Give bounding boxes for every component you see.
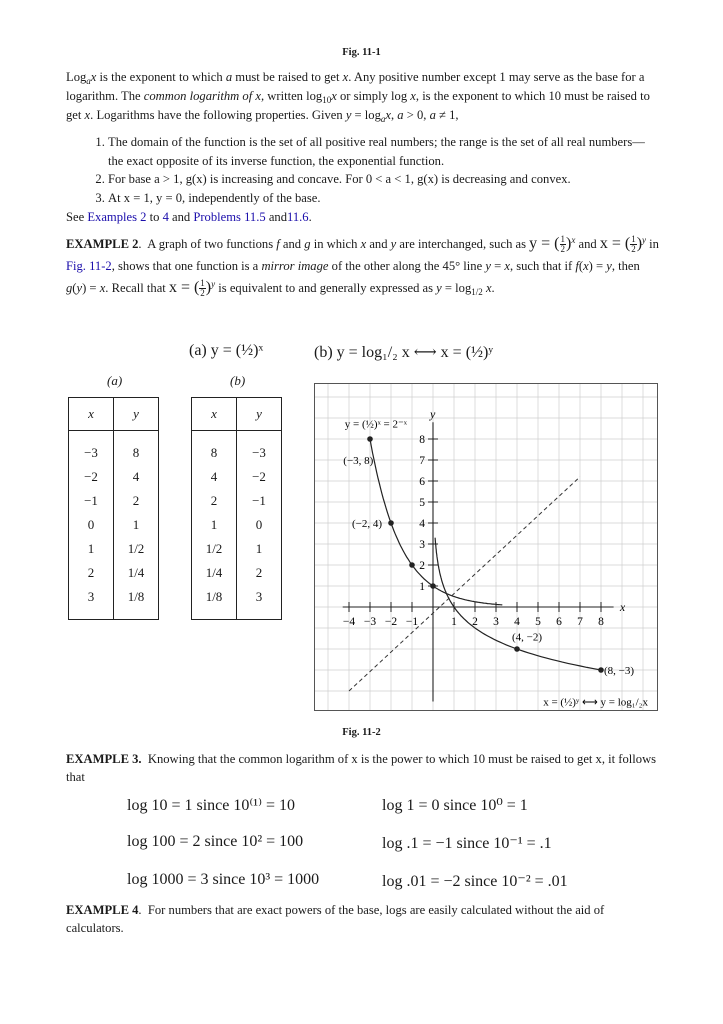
example-4-paragraph: EXAMPLE 4. For numbers that are exact powers of the base, logs are easily calculated without the aid of calculators. [66,903,605,935]
table-row: 0 1 [69,513,159,537]
y-tick-label: 3 [419,539,425,551]
property-item: 3. At x = 1, y = 0, independently of the base. [108,189,660,208]
x-tick-label: 2 [472,616,478,628]
x-tick-label: −1 [405,616,419,628]
table-b-label: (b) [230,373,246,388]
annotation-label: (8, −3) [603,665,635,677]
see-line: See Examples 2 to 4 and Problems 11.5 and11.6. [66,210,312,224]
x-tick-label: 8 [598,616,604,628]
y-tick-label: 6 [419,476,425,488]
y-tick-label: 4 [419,518,425,530]
log-example: log 1 = 0 since 10⁰ = 1 [382,797,528,814]
property-item: 1. The domain of the function is the set of all positive real numbers; the range is the set of all real numbers—the exact opposite of its inverse function, the exponential function. [108,133,660,170]
data-point [598,667,604,673]
table-header: x [69,398,114,431]
table-row: 1/2 1 [192,537,282,561]
figure-header-a: (a) y = (½)ˣ [189,342,264,359]
data-point [409,562,415,568]
example-2-paragraph: EXAMPLE 2. A graph of two functions f and g in which x and y are interchanged, such as y = ( $\frac{1}{2}$ )$^x$ and x = ( $\frac{1}{2}$ )$^y$ in Fig. 11-2, shows that one function is a mirror image of the other along the 45° line y = x, such that if f(x) = y, then g(y) = x. Recall that x = ( $\frac{1}{2}$ )$^y$ is equivalent to and generally expressed as $y = \log_{1/2} x$. [66,233,659,298]
log-example: log 1000 = 3 since 10³ = 1000 [127,871,320,888]
link-problem-11-5[interactable]: Problems 11.5 [193,210,266,224]
table-row: 3 1/8 [69,585,159,620]
example-4-label: EXAMPLE 4 [66,903,139,917]
intro-paragraph: Log$_a$x is the exponent to which a must be raised to get x. Any positive number except 1 may serve as the base for a logarithm. The common logarithm of x, written $\log_{10}x$ or simply log x, is the exponent to which 10 must be raised to get x. Logarithms have the following properties. Given $y = \log_ax$, a > 0, a ≠ 1, [66,70,650,124]
table-row: 2 1/4 [69,561,159,585]
annotation-label: x = (½)ʸ ⟷ y = log₁/₂x [543,696,648,709]
x-tick-label: 5 [535,616,541,628]
fig-11-2-caption: Fig. 11-2 [342,727,381,738]
table-a-label: (a) [107,373,123,388]
table-header: x [192,398,237,431]
table-row: −1 2 [69,489,159,513]
property-item: 2. For base a > 1, g(x) is increasing and concave. For 0 < a < 1, g(x) is decreasing and convex. [108,170,660,189]
x-tick-label: 6 [556,616,562,628]
y-axis-label: y [430,407,436,421]
table-row: 1/4 2 [192,561,282,585]
log-example: log 100 = 2 since 10² = 100 [127,833,304,850]
x-tick-label: 7 [577,616,583,628]
figure-header-b: (b) y = log₁/₂ x ⟷ x = (½)ʸ [314,344,494,361]
log-exponential-graph [314,383,658,711]
table-a [68,397,159,620]
link-example-2[interactable]: Examples 2 [87,210,147,224]
table-row: 1 0 [192,513,282,537]
y-tick-label: 7 [419,455,425,467]
link-example-4[interactable]: 4 [162,210,169,224]
y-tick-label: 5 [419,497,425,509]
annotation-label: y = (½)ˣ = 2⁻ˣ [344,418,407,431]
graph-frame [315,384,658,711]
table-row: 1/8 3 [192,585,282,620]
table-row: 8 −3 [192,431,282,466]
y-tick-label: 1 [419,581,425,593]
table-b [191,397,282,620]
log-example: log .01 = −2 since 10⁻² = .01 [382,873,568,890]
properties-list [66,133,660,207]
y-tick-label: 2 [419,560,425,572]
x-tick-label: 4 [514,616,520,628]
log-example: log 10 = 1 since 10⁽¹⁾ = 10 [127,797,296,814]
link-fig-11-2[interactable]: Fig. 11-2 [66,259,112,273]
example-3-paragraph: EXAMPLE 3. Knowing that the common logarithm of x is the power to which 10 must be raised to get x, it follows that [66,752,657,784]
table-row: −2 4 [69,465,159,489]
x-tick-label: −3 [363,616,377,628]
table-row: −3 8 [69,431,159,466]
fig-11-1-caption: Fig. 11-1 [342,47,381,58]
table-header: y [237,398,282,431]
example-2-label: EXAMPLE 2 [66,237,139,251]
table-row: 4 −2 [192,465,282,489]
annotation-label: (−3, 8) [343,455,374,467]
data-point [430,583,436,589]
x-tick-label: −2 [384,616,398,628]
y-tick-label: 8 [419,434,425,446]
annotation-label: (4, −2) [511,631,543,644]
x-axis-label: x [619,600,626,614]
x-tick-label: 3 [493,616,499,628]
log-example: log .1 = −1 since 10⁻¹ = .1 [382,835,552,852]
x-tick-label: 1 [451,616,457,628]
table-header: y [114,398,159,431]
annotation-label: (−2, 4) [351,518,383,530]
data-point [388,520,394,526]
data-point [514,646,520,652]
data-point [367,436,373,442]
table-row: 1 1/2 [69,537,159,561]
link-problem-11-6[interactable]: 11.6 [287,210,309,224]
example-3-label: EXAMPLE 3. [66,752,142,766]
table-row: 2 −1 [192,489,282,513]
x-tick-label: −4 [342,616,356,628]
